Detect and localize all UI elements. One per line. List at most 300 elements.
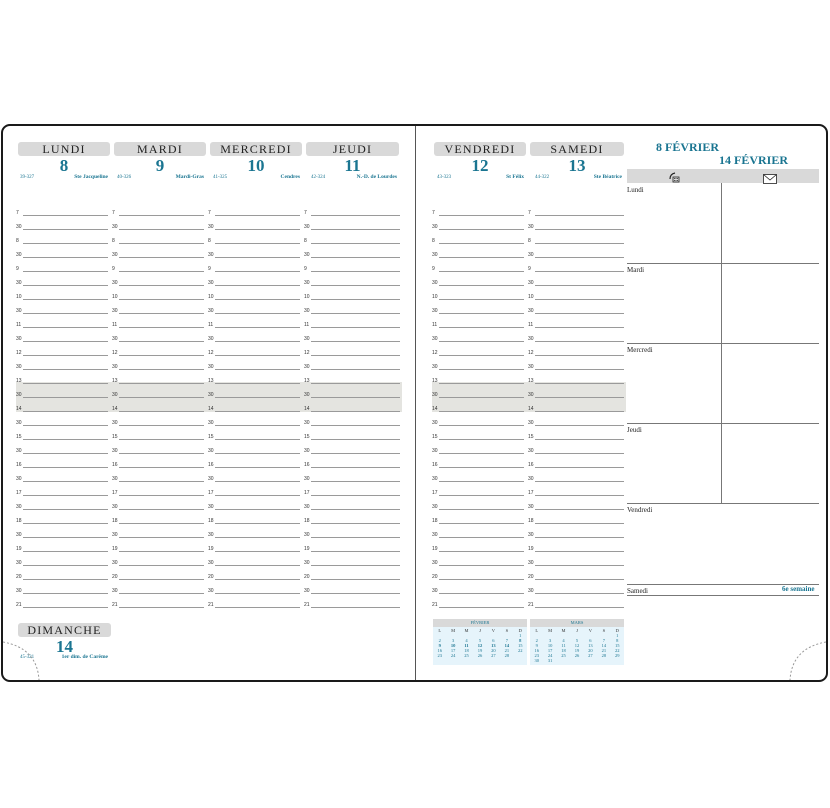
notes-separator <box>627 595 819 596</box>
hour-label: 8 <box>528 238 531 244</box>
hour-line <box>119 383 204 384</box>
hour-label: 30 <box>16 252 22 258</box>
saint-thursday: N.-D. de Lourdes <box>356 174 397 180</box>
mini-calendar-day: 16 <box>437 648 442 653</box>
week-day-count-friday: 43-323 <box>437 175 452 180</box>
hour-line <box>439 313 524 314</box>
hour-label: 30 <box>112 448 118 454</box>
mini-calendar-body <box>530 627 624 665</box>
mini-calendar-weekday: D <box>518 628 522 633</box>
hour-line <box>119 523 204 524</box>
mini-calendar-day: 6 <box>589 638 592 643</box>
mini-calendar-weekday: S <box>602 628 606 633</box>
hour-line <box>439 397 524 398</box>
hour-line <box>119 257 204 258</box>
hour-label: 30 <box>208 252 214 258</box>
mini-calendar-week <box>433 653 527 658</box>
mini-calendar-day: 28 <box>601 653 607 658</box>
hour-line <box>311 215 400 216</box>
hour-label: 7 <box>304 210 307 216</box>
corner-decoration-left <box>3 636 43 682</box>
hour-label: 18 <box>16 518 22 524</box>
hour-label: 20 <box>112 574 118 580</box>
hour-label: 8 <box>432 238 435 244</box>
hour-label: 21 <box>432 602 438 608</box>
mini-calendar-weekday: D <box>615 628 619 633</box>
hour-line <box>215 257 300 258</box>
hour-line <box>311 383 400 384</box>
hour-label: 30 <box>528 224 534 230</box>
hour-line <box>439 425 524 426</box>
hour-label: 7 <box>112 210 115 216</box>
mini-calendar-day: 25 <box>561 653 566 658</box>
hour-label: 10 <box>304 294 310 300</box>
hour-label: 14 <box>16 406 22 412</box>
hour-line <box>119 593 204 594</box>
contacts-bar <box>627 169 819 183</box>
hour-line <box>535 565 624 566</box>
hour-line <box>119 467 204 468</box>
hour-line <box>535 593 624 594</box>
hour-label: 13 <box>112 378 118 384</box>
hour-line <box>23 397 108 398</box>
hour-line <box>439 243 524 244</box>
hour-label: 30 <box>432 336 438 342</box>
mini-calendar-day: 5 <box>478 638 482 643</box>
hour-line <box>535 299 624 300</box>
hour-line <box>119 369 204 370</box>
mini-calendar-title: MARS <box>530 619 624 627</box>
hour-line <box>23 215 108 216</box>
hour-label: 17 <box>208 490 214 496</box>
mini-calendar-day: 8 <box>616 638 619 643</box>
hour-label: 15 <box>208 434 214 440</box>
mini-calendar-day: 18 <box>464 648 469 653</box>
hour-line <box>119 271 204 272</box>
hour-label: 17 <box>528 490 534 496</box>
mini-calendar-day: 12 <box>574 643 580 648</box>
day-header-tuesday: MARDI <box>114 142 206 156</box>
hour-line <box>311 565 400 566</box>
mini-calendar-weekday: M <box>464 628 469 633</box>
hour-line <box>535 579 624 580</box>
hour-label: 15 <box>528 434 534 440</box>
hour-line <box>311 523 400 524</box>
hour-line <box>119 355 204 356</box>
hour-label: 30 <box>16 560 22 566</box>
hour-label: 30 <box>16 476 22 482</box>
hour-line <box>311 341 400 342</box>
hour-line <box>311 453 400 454</box>
hour-label: 30 <box>16 224 22 230</box>
hour-line <box>535 495 624 496</box>
mini-calendar-février <box>433 619 527 665</box>
hour-label: 30 <box>112 504 118 510</box>
hour-label: 30 <box>208 308 214 314</box>
hour-label: 30 <box>528 504 534 510</box>
hour-label: 30 <box>112 224 118 230</box>
hour-line <box>215 313 300 314</box>
notes-separator <box>627 503 819 504</box>
mini-calendar-day: 7 <box>505 638 508 643</box>
hour-label: 30 <box>304 224 310 230</box>
hour-line <box>311 285 400 286</box>
hour-line <box>23 369 108 370</box>
hour-label: 19 <box>432 546 438 552</box>
hour-line <box>535 397 624 398</box>
hour-label: 30 <box>208 224 214 230</box>
hour-line <box>439 271 524 272</box>
saint-saturday: Ste Béatrice <box>593 174 622 180</box>
notes-separator <box>627 263 819 264</box>
hour-label: 30 <box>432 588 438 594</box>
hour-line <box>535 355 624 356</box>
hour-line <box>535 327 624 328</box>
hour-label: 19 <box>16 546 22 552</box>
hour-line <box>23 579 108 580</box>
hour-line <box>439 565 524 566</box>
hour-line <box>439 229 524 230</box>
mini-calendar-day: 13 <box>491 643 496 648</box>
hour-label: 9 <box>304 266 307 272</box>
hour-label: 30 <box>304 504 310 510</box>
hour-line <box>119 215 204 216</box>
mini-calendar-day: 5 <box>575 638 579 643</box>
mini-calendar-day: 20 <box>491 648 496 653</box>
saint-friday: St Félix <box>506 174 524 180</box>
hour-line <box>215 369 300 370</box>
hour-line <box>119 243 204 244</box>
mini-calendar-day <box>584 658 597 663</box>
hour-label: 10 <box>208 294 214 300</box>
mini-calendar-day: 3 <box>549 638 552 643</box>
mini-calendar-mars <box>530 619 624 665</box>
day-header-thursday: JEUDI <box>306 142 399 156</box>
mini-calendar-day: 31 <box>547 658 553 663</box>
hour-label: 30 <box>304 252 310 258</box>
hour-label: 30 <box>528 252 534 258</box>
hour-label: 30 <box>432 364 438 370</box>
week-day-count-wednesday: 41-325 <box>213 175 228 180</box>
mini-calendar-week <box>530 658 624 663</box>
mini-calendar-weekday: M <box>561 628 566 633</box>
hour-line <box>311 257 400 258</box>
hour-line <box>535 467 624 468</box>
mini-calendar-day: 1 <box>519 633 522 638</box>
hour-label: 30 <box>16 504 22 510</box>
hour-line <box>23 495 108 496</box>
hour-label: 9 <box>208 266 211 272</box>
mini-calendar-day <box>611 658 624 663</box>
hour-label: 9 <box>528 266 531 272</box>
hour-label: 7 <box>432 210 435 216</box>
mini-calendar-day <box>570 658 583 663</box>
hour-line <box>119 453 204 454</box>
hour-label: 30 <box>528 364 534 370</box>
hour-line <box>535 369 624 370</box>
day-header-saturday: SAMEDI <box>530 142 624 156</box>
mini-calendar-day: 21 <box>601 648 607 653</box>
hour-label: 15 <box>432 434 438 440</box>
hour-label: 15 <box>112 434 118 440</box>
hour-line <box>439 327 524 328</box>
week-title-start: 8 FÉVRIER <box>656 140 720 154</box>
hour-label: 14 <box>432 406 438 412</box>
hour-line <box>311 425 400 426</box>
hour-line <box>119 313 204 314</box>
mini-calendar-day: 14 <box>504 643 510 648</box>
hour-label: 30 <box>304 532 310 538</box>
hour-label: 9 <box>432 266 435 272</box>
hour-label: 30 <box>112 280 118 286</box>
hour-label: 8 <box>304 238 307 244</box>
hour-line <box>215 341 300 342</box>
hour-label: 30 <box>304 364 310 370</box>
hour-label: 30 <box>16 588 22 594</box>
hour-label: 13 <box>528 378 534 384</box>
mini-calendar-day: 9 <box>438 643 441 648</box>
hour-line <box>535 229 624 230</box>
hour-line <box>119 551 204 552</box>
day-header-friday: VENDREDI <box>434 142 526 156</box>
mini-calendar-day: 8 <box>519 638 522 643</box>
hour-label: 30 <box>432 560 438 566</box>
hour-line <box>215 215 300 216</box>
saint-wednesday: Cendres <box>280 174 300 180</box>
mini-calendar-day: 16 <box>534 648 539 653</box>
week-day-count-sunday: 45-321 <box>20 655 35 660</box>
notes-separator <box>627 343 819 344</box>
hour-label: 15 <box>16 434 22 440</box>
hour-line <box>535 439 624 440</box>
hour-label: 16 <box>208 462 214 468</box>
hour-line <box>535 243 624 244</box>
hour-label: 18 <box>208 518 214 524</box>
hour-label: 30 <box>528 308 534 314</box>
hour-label: 11 <box>208 322 214 328</box>
mini-calendar-day: 26 <box>574 653 580 658</box>
hour-line <box>23 243 108 244</box>
day-number-wednesday: 10 <box>247 156 265 175</box>
hour-label: 30 <box>112 336 118 342</box>
hour-line <box>311 313 400 314</box>
hour-line <box>215 537 300 538</box>
mini-calendar-weekday: L <box>438 628 442 633</box>
hour-line <box>311 509 400 510</box>
hour-label: 19 <box>304 546 310 552</box>
hour-label: 9 <box>16 266 19 272</box>
mini-calendar-day: 19 <box>477 648 483 653</box>
mini-calendar-day: 30 <box>534 658 539 663</box>
day-number-friday: 12 <box>471 156 489 175</box>
week-day-count-saturday: 44-322 <box>535 175 550 180</box>
hour-line <box>215 327 300 328</box>
hour-label: 30 <box>16 448 22 454</box>
mini-calendar-title: FÉVRIER <box>433 619 527 627</box>
mini-calendar-day: 9 <box>535 643 538 648</box>
hour-label: 30 <box>432 532 438 538</box>
hour-line <box>535 271 624 272</box>
mini-calendar-day: 28 <box>504 653 510 658</box>
hour-line <box>439 369 524 370</box>
hour-line <box>439 355 524 356</box>
hour-line <box>311 607 400 608</box>
day-number-monday: 8 <box>59 156 69 175</box>
mini-calendar-day: 26 <box>477 653 483 658</box>
hour-label: 10 <box>16 294 22 300</box>
hour-line <box>439 341 524 342</box>
mini-calendar-day: 10 <box>547 643 553 648</box>
hour-line <box>439 467 524 468</box>
hour-line <box>119 285 204 286</box>
hour-label: 30 <box>528 280 534 286</box>
hour-label: 12 <box>208 350 214 356</box>
hour-label: 30 <box>432 252 438 258</box>
hour-label: 13 <box>208 378 214 384</box>
hour-line <box>535 537 624 538</box>
hour-line <box>119 341 204 342</box>
hour-line <box>23 453 108 454</box>
hour-label: 12 <box>112 350 118 356</box>
hour-line <box>439 481 524 482</box>
hour-label: 9 <box>112 266 115 272</box>
hour-label: 18 <box>432 518 438 524</box>
notes-label-lundi: Lundi <box>627 186 644 194</box>
hour-line <box>311 551 400 552</box>
hour-label: 11 <box>304 322 310 328</box>
hour-label: 30 <box>304 420 310 426</box>
hour-label: 30 <box>304 308 310 314</box>
hour-label: 10 <box>112 294 118 300</box>
notes-label-vendredi: Vendredi <box>627 506 653 514</box>
mini-calendar-day: 7 <box>602 638 605 643</box>
hour-line <box>215 439 300 440</box>
hour-label: 30 <box>208 448 214 454</box>
hour-line <box>439 411 524 412</box>
mini-calendar-weekday: V <box>491 628 496 633</box>
hour-line <box>439 551 524 552</box>
hour-label: 21 <box>16 602 22 608</box>
hour-label: 30 <box>432 420 438 426</box>
mini-calendar-day: 4 <box>562 638 565 643</box>
hour-line <box>215 551 300 552</box>
hour-label: 16 <box>304 462 310 468</box>
hour-line <box>119 509 204 510</box>
hour-line <box>215 299 300 300</box>
hour-label: 16 <box>432 462 438 468</box>
hour-label: 30 <box>304 448 310 454</box>
day-header-wednesday: MERCREDI <box>210 142 302 156</box>
mini-calendar-day: 15 <box>517 643 523 648</box>
hour-line <box>23 481 108 482</box>
hour-label: 12 <box>304 350 310 356</box>
hour-line <box>439 593 524 594</box>
hour-line <box>311 495 400 496</box>
hour-label: 30 <box>16 364 22 370</box>
hour-label: 30 <box>112 308 118 314</box>
hour-line <box>311 369 400 370</box>
hour-label: 30 <box>432 224 438 230</box>
hour-line <box>23 565 108 566</box>
hour-line <box>439 537 524 538</box>
hour-line <box>311 579 400 580</box>
hour-label: 20 <box>208 574 214 580</box>
mini-calendar-day: 27 <box>491 653 496 658</box>
hour-line <box>23 383 108 384</box>
hour-label: 30 <box>304 392 310 398</box>
notes-separator <box>627 423 819 424</box>
hour-label: 30 <box>208 420 214 426</box>
hour-line <box>119 537 204 538</box>
hour-label: 30 <box>16 308 22 314</box>
hour-label: 20 <box>16 574 22 580</box>
week-day-count-monday: 39-327 <box>20 175 35 180</box>
hour-label: 30 <box>208 392 214 398</box>
hour-label: 17 <box>112 490 118 496</box>
hour-line <box>23 509 108 510</box>
mini-calendar-day: 13 <box>588 643 593 648</box>
hour-line <box>439 299 524 300</box>
hour-label: 30 <box>112 532 118 538</box>
hour-line <box>119 397 204 398</box>
hour-line <box>439 439 524 440</box>
hour-label: 30 <box>112 560 118 566</box>
mini-calendar-day: 24 <box>450 653 456 658</box>
hour-line <box>23 327 108 328</box>
mini-calendar-day: 19 <box>574 648 580 653</box>
mini-calendar-day <box>557 658 570 663</box>
hour-line <box>215 523 300 524</box>
hour-line <box>311 327 400 328</box>
hour-line <box>311 243 400 244</box>
hour-line <box>215 509 300 510</box>
hour-line <box>215 607 300 608</box>
hour-label: 30 <box>16 420 22 426</box>
hour-line <box>215 593 300 594</box>
notes-label-mardi: Mardi <box>627 266 645 274</box>
notes-label-mercredi: Mercredi <box>627 346 653 354</box>
mini-calendar-day: 23 <box>437 653 442 658</box>
saint-monday: Ste Jacqueline <box>74 174 108 180</box>
mini-calendar-day: 23 <box>534 653 539 658</box>
hour-label: 11 <box>528 322 534 328</box>
hour-line <box>439 509 524 510</box>
hour-label: 30 <box>528 588 534 594</box>
hour-line <box>535 313 624 314</box>
hour-label: 17 <box>432 490 438 496</box>
hour-label: 18 <box>528 518 534 524</box>
hour-label: 30 <box>16 532 22 538</box>
hour-label: 30 <box>528 532 534 538</box>
mini-calendar-day: 1 <box>616 633 619 638</box>
hour-label: 30 <box>304 560 310 566</box>
hour-label: 30 <box>528 420 534 426</box>
hour-line <box>23 299 108 300</box>
mini-calendar-weekday: J <box>576 628 578 633</box>
hour-line <box>439 607 524 608</box>
hour-line <box>311 537 400 538</box>
hour-line <box>311 397 400 398</box>
hour-line <box>119 425 204 426</box>
hour-label: 30 <box>528 476 534 482</box>
hour-label: 19 <box>208 546 214 552</box>
hour-label: 30 <box>432 448 438 454</box>
hour-label: 20 <box>304 574 310 580</box>
hour-label: 16 <box>528 462 534 468</box>
saint-sunday: 1er dim. de Carême <box>61 654 108 660</box>
hour-line <box>311 229 400 230</box>
hour-line <box>311 439 400 440</box>
